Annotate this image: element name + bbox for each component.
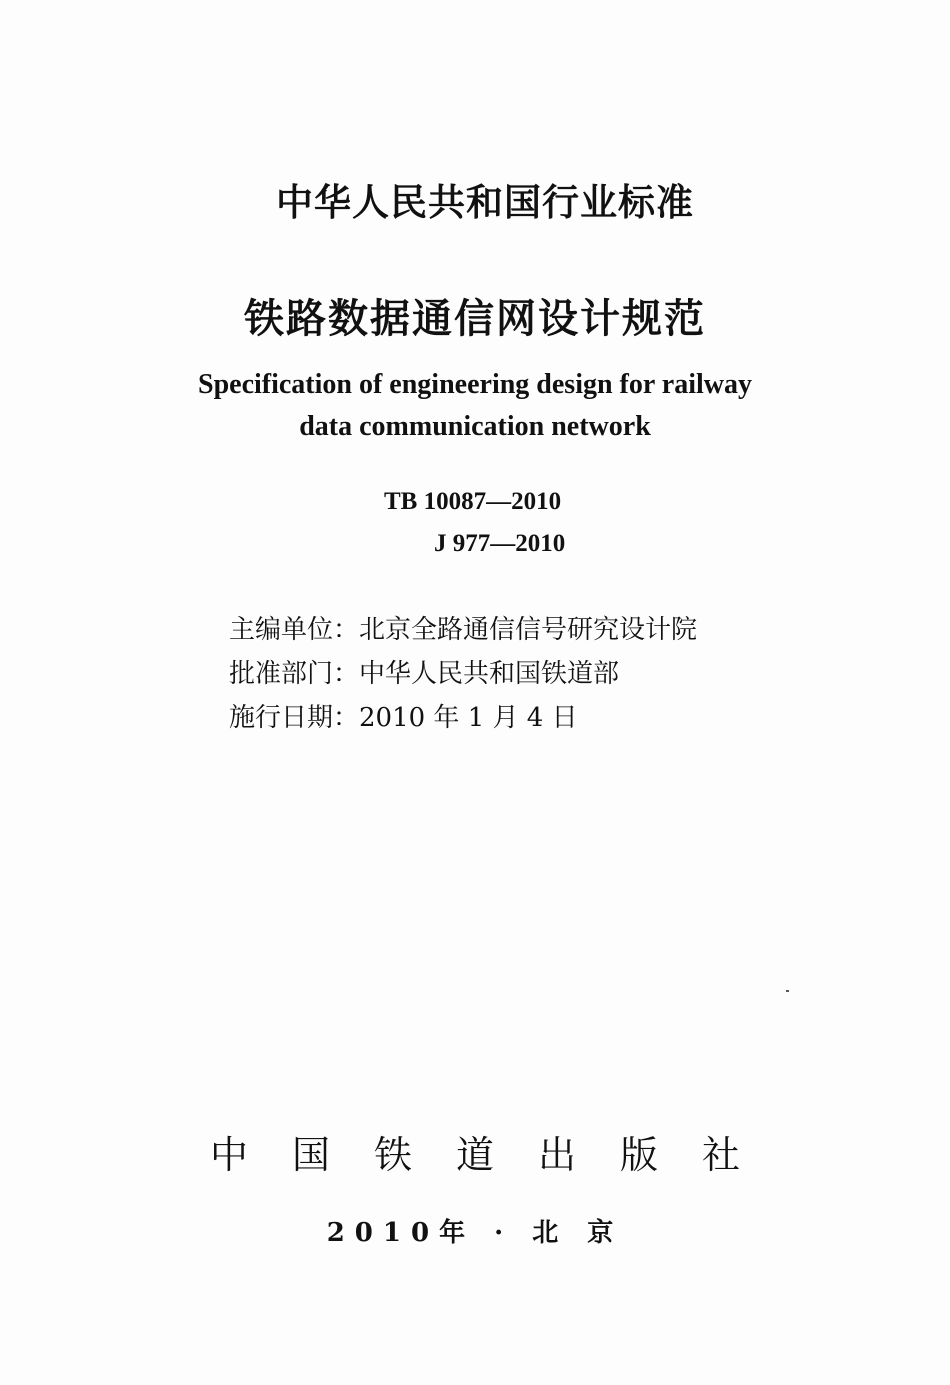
standard-category: 中华人民共和国行业标准 — [276, 181, 694, 224]
page-title-en — [0, 364, 950, 448]
publisher: 中国铁道出版社 — [209, 1133, 784, 1177]
title-en-line1: Specification of engineering design for railway — [198, 369, 752, 400]
scan-speck — [786, 990, 789, 992]
effective-date: 施行日期：2010 年 1 月 4 日 — [229, 703, 578, 733]
title-en-line2: data communication network — [299, 411, 651, 442]
standard-code-tb: TB 10087—2010 — [384, 488, 562, 515]
standard-code-j: J 977—2010 — [434, 530, 566, 557]
publish-place-year: 2010年 · 北 京 — [326, 1218, 624, 1248]
editor-unit: 主编单位：北京全路通信信号研究设计院 — [229, 615, 698, 645]
approval-department: 批准部门：中华人民共和国铁道部 — [229, 659, 620, 689]
standard-info — [229, 608, 697, 740]
page-title-cn: 铁路数据通信网设计规范 — [244, 296, 706, 342]
